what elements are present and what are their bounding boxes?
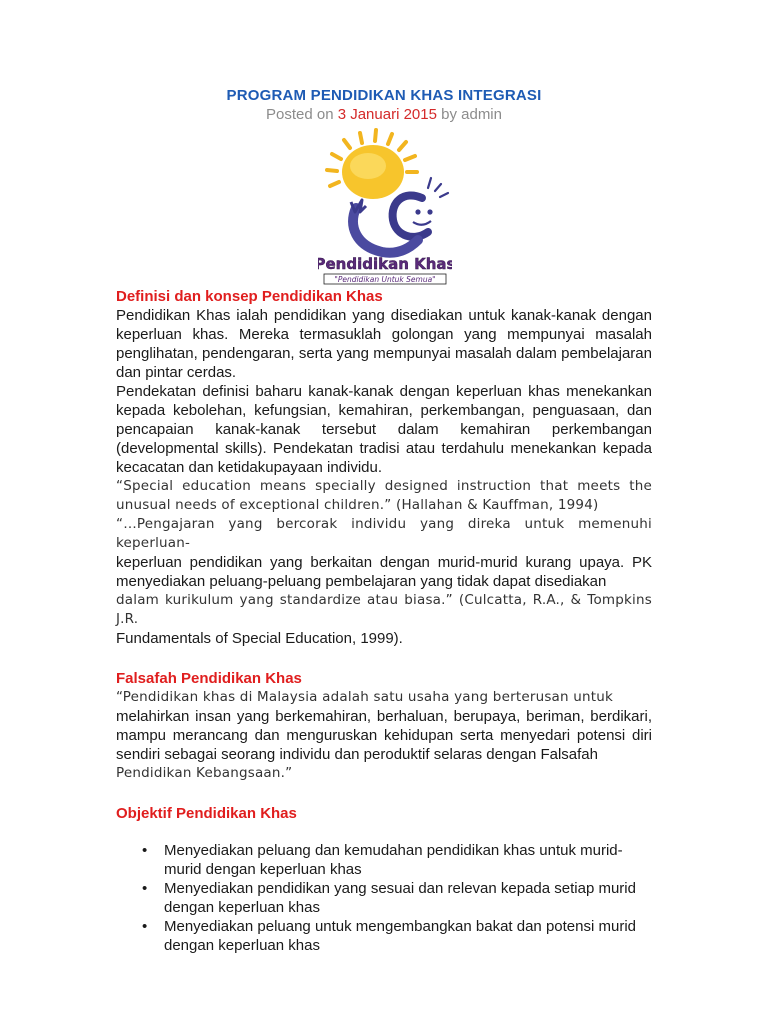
heading-definisi: Definisi dan konsep Pendidikan Khas	[116, 288, 383, 305]
list-item	[116, 917, 652, 955]
bullet-icon: •	[142, 880, 148, 897]
pendidikan-khas-logo	[318, 128, 452, 288]
bullet-icon: •	[142, 842, 148, 859]
quote-falsafah-line1: “Pendidikan khas di Malaysia adalah satu usaha yang berterusan untuk	[116, 689, 614, 705]
quote-culcatta-body: keperluan pendidikan yang berkaitan dengan murid-murid kurang upaya. PK menyediakan peluang-peluang pembelajaran yang tidak dapat disediakan	[116, 554, 652, 590]
paragraph-definisi-2: Pendekatan definisi baharu kanak-kanak dengan keperluan khas menekankan kepada kebolehan, kefungsian, kemahiran, perkembangan, penguasaan, dan pencapaian kanak-kanak tersebut dalam kemahiran perkembangan (developmental skills). Pendekatan tradisi atau terdahulu menekankan kepada kecacatan dan ketidakupayaan individu.	[116, 383, 652, 476]
page-title: PROGRAM PENDIDIKAN KHAS INTEGRASI	[226, 87, 542, 104]
logo-title: Pendidikan Khas	[318, 255, 452, 273]
quote-falsafah-end: Pendidikan Kebangsaan.”	[116, 765, 293, 781]
quote-culcatta-line3: dalam kurikulum yang standardize atau biasa.” (Culcatta, R.A., & Tompkins J.R.	[116, 592, 652, 627]
posted-author: by admin	[436, 106, 502, 123]
list-item	[116, 879, 652, 917]
spacer	[116, 783, 652, 804]
posted-prefix: Posted on	[265, 106, 338, 123]
objective-list	[116, 841, 652, 955]
article-body	[116, 287, 652, 955]
paragraph-definisi-1: Pendidikan Khas ialah pendidikan yang disediakan untuk kanak-kanak dengan keperluan khas. Mereka termasuklah golongan yang mempunyai masalah penglihatan, pendengaran, serta yang mempunyai masalah dalam pembelajaran dan pintar cerdas.	[116, 307, 652, 381]
spacer	[116, 823, 652, 841]
spacer	[116, 648, 652, 669]
quote-culcatta-line1: “…Pengajaran yang bercorak individu yang direka untuk memenuhi keperluan-	[116, 516, 652, 551]
logo-graphic	[318, 128, 452, 288]
list-item	[116, 841, 652, 879]
list-item-text: Menyediakan pendidikan yang sesuai dan relevan kepada setiap murid dengan keperluan khas	[164, 880, 636, 916]
logo-tagline: "Pendidikan Untuk Semua"	[334, 275, 436, 284]
quote-hallahan: “Special education means specially designed instruction that meets the unusual needs of exceptional children.” (Hallahan & Kauffman, 1994)	[116, 478, 652, 513]
heading-objektif: Objektif Pendidikan Khas	[116, 805, 297, 822]
quote-culcatta-source: Fundamentals of Special Education, 1999).	[116, 630, 403, 647]
list-item-text: Menyediakan peluang untuk mengembangkan bakat dan potensi murid dengan keperluan khas	[164, 918, 636, 954]
posted-date-link[interactable]: 3 Januari 2015	[337, 106, 437, 123]
heading-falsafah: Falsafah Pendidikan Khas	[116, 670, 302, 687]
paragraph-falsafah: melahirkan insan yang berkemahiran, berhaluan, berupaya, beriman, berdikari, mampu merancang dan menguruskan kehidupan serta menyedari potensi diri sendiri sebagai seorang individu dan peroduktif selaras dengan Falsafah	[116, 708, 652, 763]
post-meta	[0, 106, 768, 123]
bullet-icon: •	[142, 918, 148, 935]
list-item-text: Menyediakan peluang dan kemudahan pendidikan khas untuk murid-murid dengan keperluan khas	[164, 842, 623, 878]
